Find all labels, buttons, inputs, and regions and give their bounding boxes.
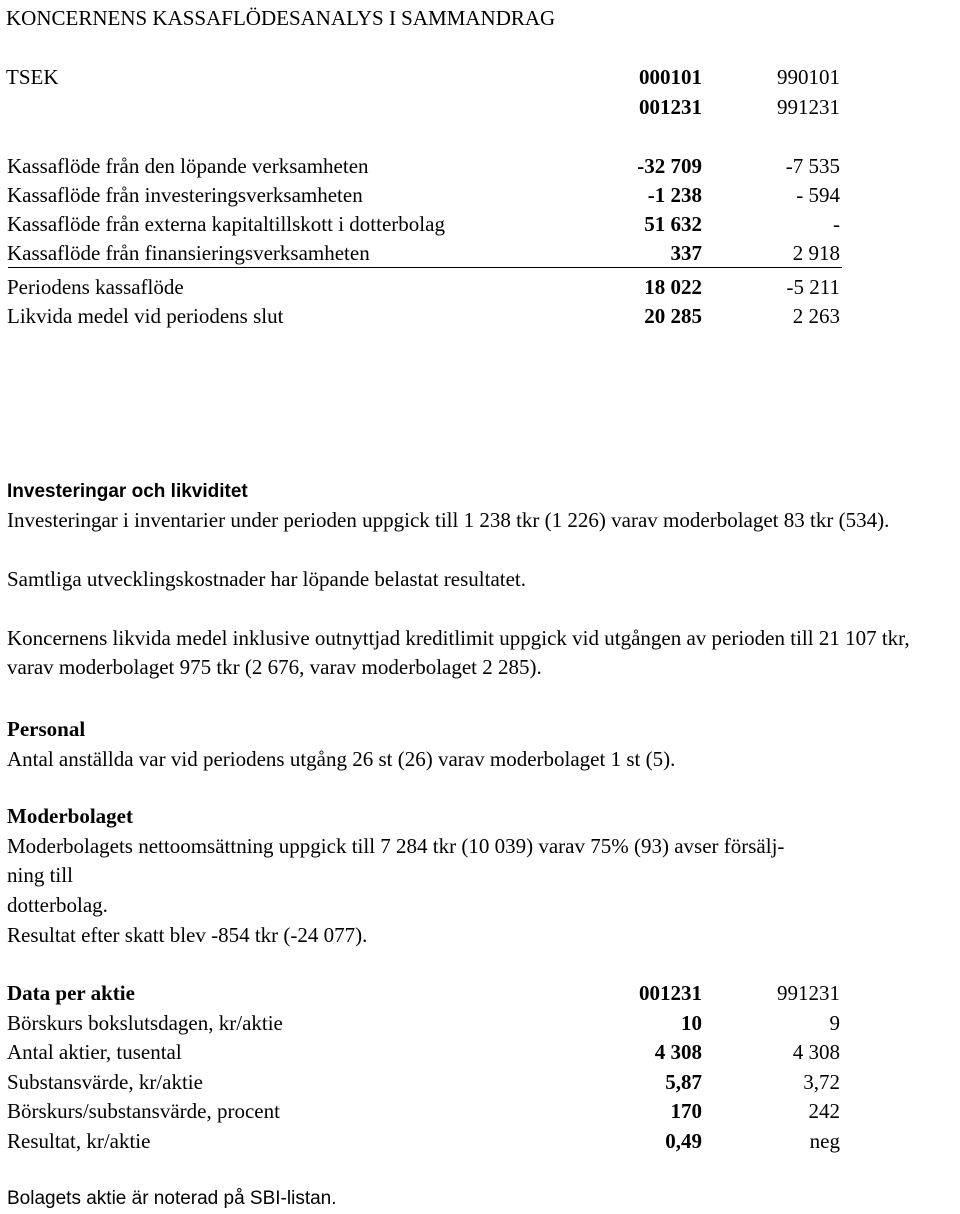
document-title: KONCERNENS KASSAFLÖDESANALYS I SAMMANDRAG — [6, 6, 556, 30]
row-prior: 4 308 — [792, 1040, 840, 1064]
investments-paragraph: Investeringar i inventarier under perioden uppgick till 1 238 tkr (1 226) varav moderbolaget 83 tkr (534). — [7, 508, 890, 532]
row-label: Kassaflöde från investeringsverksamheten — [7, 183, 363, 207]
parent-result-text: Resultat efter skatt blev -854 tkr (-24 077). — [7, 923, 368, 947]
personnel-text: Antal anställda var vid periodens utgång 26 st (26) varav moderbolaget 1 st (5). — [7, 747, 676, 771]
row-prior: 3,72 — [803, 1070, 840, 1094]
row-label: Börskurs bokslutsdagen, kr/aktie — [7, 1011, 283, 1035]
row-label: Kassaflöde från externa kapitaltillskott i dotterbolag — [7, 212, 445, 236]
parent-text-line: ning till — [7, 863, 73, 887]
listing-note: Bolagets aktie är noterad på SBI-listan. — [7, 1188, 337, 1209]
row-prior: - — [833, 212, 840, 236]
per-share-col-prior: 991231 — [777, 981, 840, 1005]
row-label: Substansvärde, kr/aktie — [7, 1070, 203, 1094]
row-current: 4 308 — [654, 1040, 702, 1064]
row-current: 0,49 — [665, 1129, 702, 1153]
row-label: Börskurs/substansvärde, procent — [7, 1099, 280, 1123]
row-prior: neg — [809, 1129, 840, 1153]
row-prior: -5 211 — [786, 275, 840, 299]
row-prior: 2 263 — [792, 304, 840, 328]
row-prior: - 594 — [796, 183, 840, 207]
row-current: -32 709 — [637, 154, 702, 178]
per-share-col-current: 001231 — [639, 981, 702, 1005]
row-prior: 242 — [808, 1099, 840, 1123]
row-label: Kassaflöde från finansieringsverksamheten — [7, 241, 370, 265]
period-current-start: 000101 — [639, 65, 702, 89]
row-label: Kassaflöde från den löpande verksamheten — [7, 154, 369, 178]
liquidity-paragraph: Koncernens likvida medel inklusive outnyttjad kreditlimit uppgick vid utgången av perioden till 21 107 tkr, varav moderbolaget 975 tkr (2 676, varav moderbolaget 2 285). — [7, 626, 910, 679]
parent-heading: Moderbolaget — [7, 804, 133, 828]
row-label: Likvida medel vid periodens slut — [7, 304, 284, 328]
row-label: Antal aktier, tusental — [7, 1040, 182, 1064]
personnel-heading: Personal — [7, 717, 86, 741]
period-prior-start: 990101 — [777, 65, 840, 89]
row-prior: 9 — [829, 1011, 840, 1035]
row-current: -1 238 — [647, 183, 702, 207]
row-label: Periodens kassaflöde — [7, 275, 184, 299]
row-current: 170 — [670, 1099, 702, 1123]
development-costs-text: Samtliga utvecklingskostnader har löpande belastat resultatet. — [7, 567, 527, 591]
row-prior: 2 918 — [792, 241, 840, 265]
parent-text-line: Moderbolagets nettoomsättning uppgick till 7 284 tkr (10 039) varav 75% (93) avser försälj- — [7, 834, 785, 858]
period-prior-end: 991231 — [777, 95, 840, 119]
row-current: 337 — [670, 241, 702, 265]
period-current-end: 001231 — [639, 95, 702, 119]
sum-divider — [8, 267, 842, 268]
parent-text-line: dotterbolag. — [7, 893, 108, 917]
row-prior: -7 535 — [785, 154, 840, 178]
unit-label: TSEK — [6, 65, 59, 89]
row-current: 51 632 — [644, 212, 702, 236]
row-current: 18 022 — [644, 275, 702, 299]
investments-heading: Investeringar och likviditet — [7, 481, 248, 502]
row-current: 10 — [681, 1011, 702, 1035]
row-label: Resultat, kr/aktie — [7, 1129, 151, 1153]
per-share-heading: Data per aktie — [7, 981, 135, 1005]
row-current: 20 285 — [644, 304, 702, 328]
row-current: 5,87 — [665, 1070, 702, 1094]
